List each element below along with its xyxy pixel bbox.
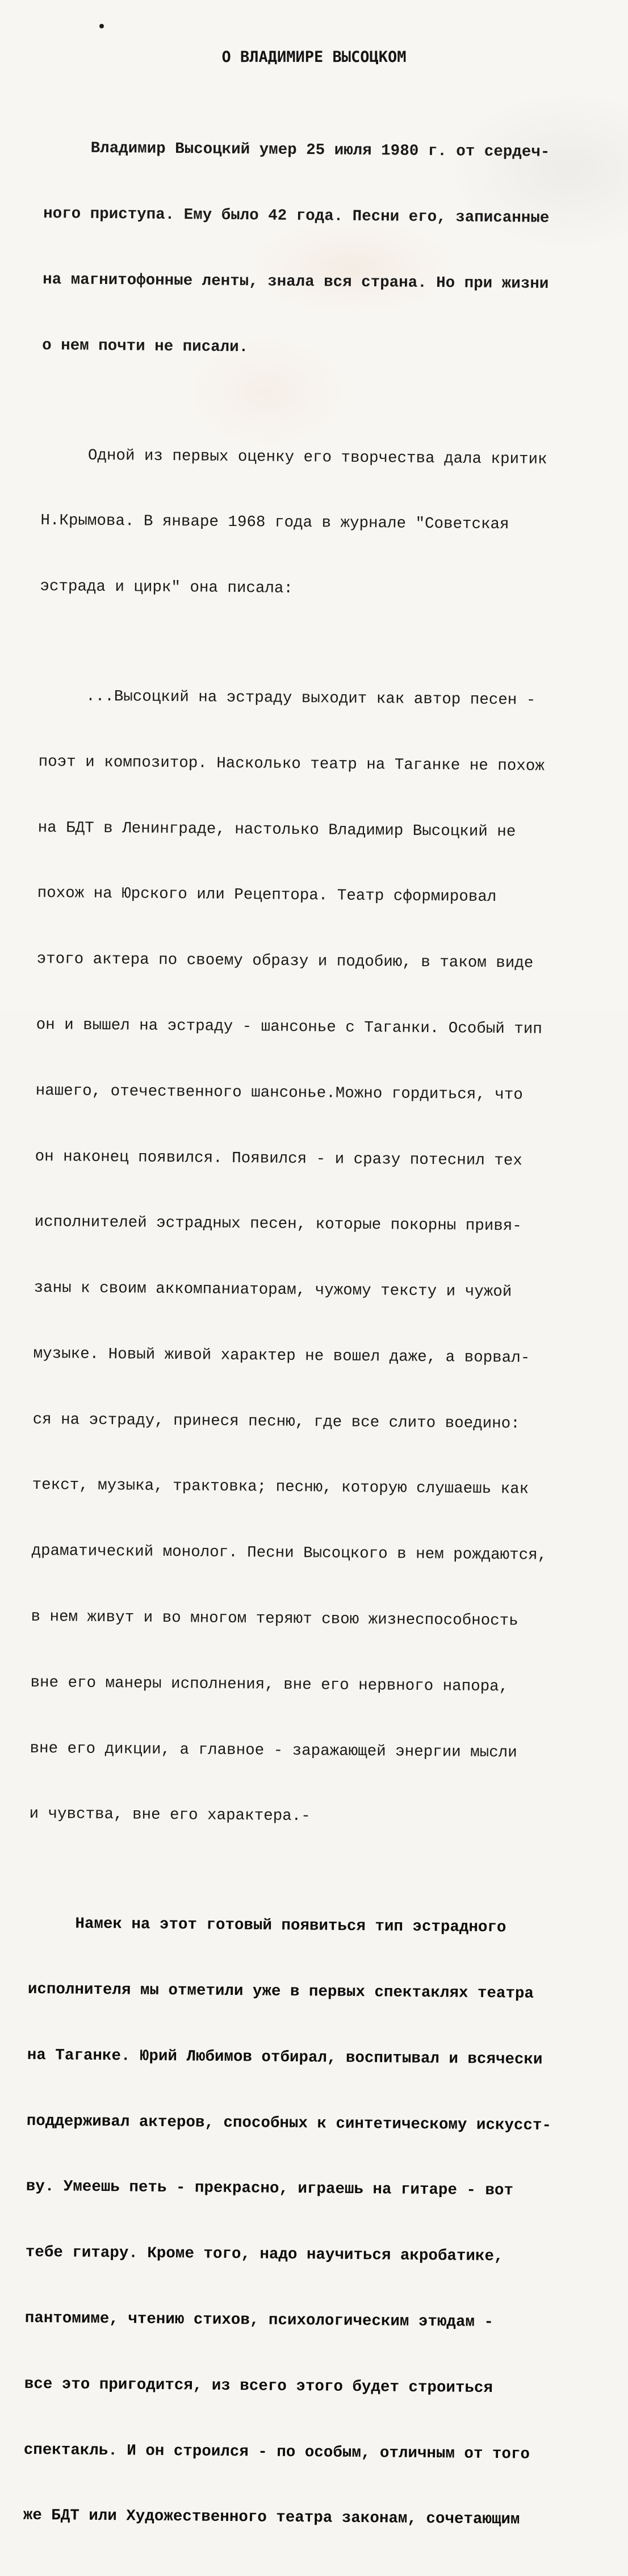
text-line: вне его манеры исполнения, вне его нервного напора, (30, 1673, 509, 1696)
text-line: Одной из первых оценку его творчества дала критик (41, 446, 547, 469)
text-line: исполнителей эстрадных песен, которые покорны привя- (34, 1213, 522, 1235)
paragraph-4 (23, 1869, 591, 2576)
text-line: на Таганке. Юрий Любимов отбирал, воспитывал и всячески (27, 2046, 543, 2069)
text-line: заны к своим аккомпаниаторам, чужому тексту и чужой (34, 1279, 512, 1301)
text-line: поэт и композитор. Насколько театр на Таганке не похож (38, 753, 545, 775)
text-line: эстрада и цирк" она писала: (40, 578, 294, 598)
text-line: ся на эстраду, принеся песню, где все слито воедино: (32, 1410, 520, 1433)
document-title: О ВЛАДИМИРЕ ВЫСОЦКОМ (221, 48, 407, 66)
text-line: вне его дикции, а главное - заражающей энергии мысли (30, 1739, 517, 1761)
text-line: он наконец появился. Появился - и сразу потеснил тех (35, 1147, 522, 1170)
text-line: и чувства, вне его характера.- (29, 1805, 311, 1826)
text-line: спектакль. И он строился - по особым, отличным от того (23, 2441, 530, 2464)
text-line: ...Высоцкий на эстраду выходит как автор песен - (39, 687, 536, 709)
text-line: ву. Умеешь петь - прекрасно, играешь на гитаре - вот (26, 2178, 514, 2200)
document-body (23, 94, 606, 2576)
text-line: все это пригодится, из всего этого будет строиться (24, 2375, 493, 2397)
text-line: Намек на этот готовый появиться тип эстрадного (28, 1915, 506, 1937)
text-line: драматический монолог. Песни Высоцкого в нем рождаются, (31, 1542, 547, 1565)
text-line: Владимир Высоцкий умер 25 июля 1980 г. от сердеч- (44, 139, 550, 161)
text-line: текст, музыка, трактовка; песню, которую слушаешь как (32, 1476, 529, 1498)
text-line: на БДТ в Ленинграде, настолько Владимир Высоцкий не (37, 819, 516, 841)
text-line: о нем почти не писали. (41, 336, 249, 356)
quote-paragraph (29, 642, 602, 1874)
text-line: исполнителя мы отметили уже в первых спектаклях театра (27, 1980, 534, 2003)
ink-dot (99, 24, 104, 28)
text-line: ного приступа. Ему было 42 года. Песни его, записанные (43, 204, 550, 227)
text-line: этого актера по своему образу и подобию, в таком виде (36, 950, 534, 972)
text-line: поддерживал актеров, способных к синтетическому искусст- (26, 2112, 552, 2135)
text-line: музыке. Новый живой характер не вошел даже, а ворвал- (33, 1345, 530, 1367)
paragraph-1 (41, 94, 606, 406)
text-line: пантомиме, чтению стихов, психологическим этюдам - (24, 2309, 494, 2332)
text-line: тебе гитару. Кроме того, надо научиться акробатике, (25, 2244, 504, 2266)
text-line: похож на Юрского или Рецептора. Театр сформировал (37, 884, 497, 907)
text-line: Н.Крымова. В январе 1968 года в журнале "Советская (40, 512, 509, 534)
paragraph-2 (40, 400, 604, 646)
text-line: же БДТ или Художественного театра законам, сочетающим (23, 2507, 520, 2529)
text-line: в нем живут и во многом теряют свою жизнеспособность (31, 1608, 518, 1630)
text-line: на магнитофонные ленты, знала вся страна. Но при жизни (43, 270, 549, 293)
text-line: нашего, отечественного шансонье.Можно гордиться, что (35, 1082, 523, 1104)
text-line: он и вышел на эстраду - шансонье с Таганки. Особый тип (36, 1016, 542, 1038)
